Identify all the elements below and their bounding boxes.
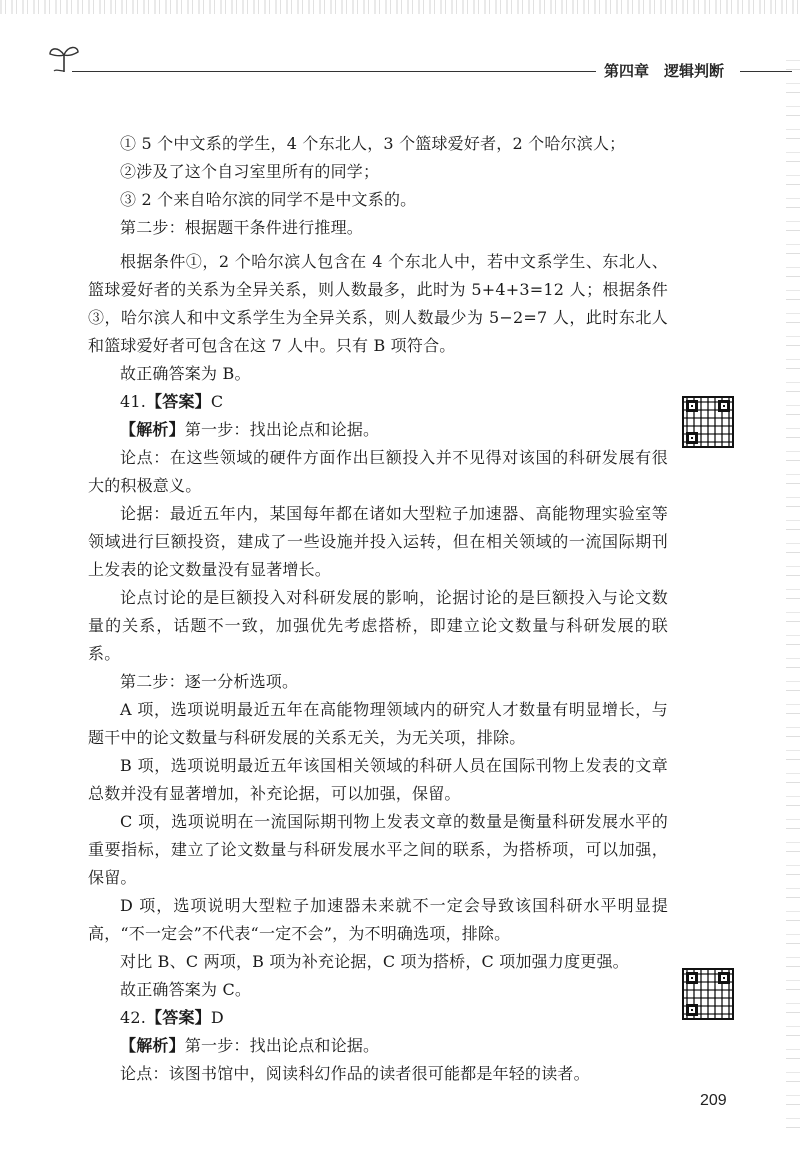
paragraph: 第二步：根据题干条件进行推理。 <box>120 218 364 237</box>
analysis-label: 【解析】 <box>120 420 185 439</box>
qr-finder <box>686 1004 698 1016</box>
header-rule-right <box>740 71 792 72</box>
sprout-icon <box>46 42 82 74</box>
paragraph: ②涉及了这个自习室里所有的同学； <box>120 162 380 181</box>
chapter-title: 第四章 逻辑判断 <box>604 62 725 80</box>
q41-analysis-first: 第一步：找出论点和论据。 <box>184 420 380 439</box>
paragraph: 论点：在这些领域的硬件方面作出巨额投入并不见得对该国的科研发展有很大的积极意义。 <box>88 448 668 495</box>
page-number: 209 <box>700 1092 727 1109</box>
qr-finder <box>718 972 730 984</box>
page-body <box>88 130 668 1088</box>
qr-finder <box>686 432 698 444</box>
paragraph: B 项，选项说明最近五年该国相关领域的科研人员在国际刊物上发表的文章总数并没有显著增加，补充论据，可以加强，保留。 <box>88 756 668 803</box>
analysis-label: 【解析】 <box>120 1036 185 1055</box>
paragraph: 对比 B、C 两项，B 项为补充论据，C 项为搭桥，C 项加强力度更强。 <box>120 952 629 971</box>
q42-number: 42. <box>120 1008 147 1027</box>
qr-finder <box>686 400 698 412</box>
qr-code-icon[interactable] <box>682 396 734 448</box>
q42-answer-line <box>88 1004 668 1032</box>
qr-finder <box>718 400 730 412</box>
q41-answer: C <box>210 392 224 411</box>
answer-label: 【答案】 <box>146 1008 211 1027</box>
paragraph: A 项，选项说明最近五年在高能物理领域内的研究人才数量有明显增长，与题干中的论文数量与科研发展的关系无关，为无关项，排除。 <box>88 700 668 747</box>
paragraph: ① 5 个中文系的学生，4 个东北人，3 个篮球爱好者，2 个哈尔滨人； <box>120 134 626 153</box>
qr-finder <box>686 972 698 984</box>
answer-label: 【答案】 <box>146 392 211 411</box>
q41-number: 41. <box>120 392 147 411</box>
q41-answer-line <box>88 388 668 416</box>
paragraph: 论点：该图书馆中，阅读科幻作品的读者很可能都是年轻的读者。 <box>120 1064 590 1083</box>
q42-analysis-line <box>88 1032 668 1060</box>
paragraph: C 项，选项说明在一流国际期刊物上发表文章的数量是衡量科研发展水平的重要指标，建立了论文数量与科研发展水平之间的联系，为搭桥项，可以加强，保留。 <box>88 812 668 887</box>
paragraph: 第二步：逐一分析选项。 <box>120 672 299 691</box>
paragraph: ③ 2 个来自哈尔滨的同学不是中文系的。 <box>120 190 417 209</box>
paragraph: 论据：最近五年内，某国每年都在诸如大型粒子加速器、高能物理实验室等领域进行巨额投资，建成了一些设施并投入运转，但在相关领域的一流国际期刊上发表的论文数量没有显著增长。 <box>88 504 668 579</box>
paragraph: 论点讨论的是巨额投入对科研发展的影响，论据讨论的是巨额投入与论文数量的关系，话题不一致，加强优先考虑搭桥，即建立论文数量与科研发展的联系。 <box>88 588 668 663</box>
header-rule <box>72 71 596 72</box>
paragraph: 根据条件①，2 个哈尔滨人包含在 4 个东北人中，若中文系学生、东北人、篮球爱好者的关系为全异关系，则人数最多，此时为 5+4+3=12 人；根据条件③，哈尔滨人和中文系学生为全异关系，则人数最少为 5−2=7 人，此时东北人和篮球爱好者可包含在这 7 人中。只有 B 项符合。 <box>88 252 668 355</box>
paragraph: 故正确答案为 C。 <box>120 980 252 999</box>
q42-answer: D <box>210 1008 224 1027</box>
paragraph: 故正确答案为 B。 <box>120 364 251 383</box>
scan-noise-right <box>786 60 800 1140</box>
qr-code-icon[interactable] <box>682 968 734 1020</box>
paragraph: D 项，选项说明大型粒子加速器未来就不一定会导致该国科研水平明显提高，“不一定会”不代表“一定不会”，为不明确选项，排除。 <box>88 896 668 943</box>
q42-analysis-first: 第一步：找出论点和论据。 <box>184 1036 380 1055</box>
q41-analysis-line <box>88 416 668 444</box>
scan-noise-top <box>0 0 800 14</box>
